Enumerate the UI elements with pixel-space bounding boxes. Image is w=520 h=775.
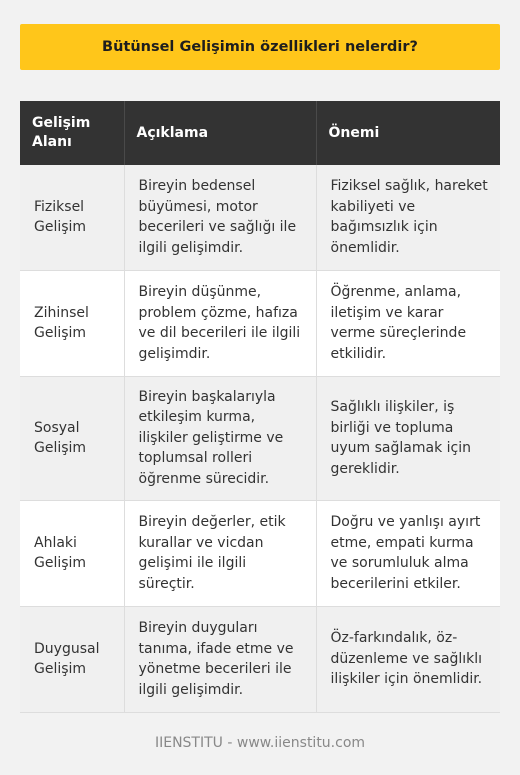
description-cell: Bireyin düşünme, problem çözme, hafıza ve dil becerileri ile ilgili gelişimdir. [124, 270, 316, 376]
description-cell: Bireyin değerler, etik kurallar ve vicdan gelişimi ile ilgili süreçtir. [124, 500, 316, 606]
table-row [20, 376, 500, 500]
importance-cell: Öğrenme, anlama, iletişim ve karar verme süreçlerinde etkilidir. [316, 270, 500, 376]
importance-cell: Doğru ve yanlışı ayırt etme, empati kurma ve sorumluluk alma becerilerini etkiler. [316, 500, 500, 606]
development-table [20, 101, 500, 713]
table-row [20, 606, 500, 712]
column-header-description: Açıklama [124, 101, 316, 165]
page-title: Bütünsel Gelişimin özellikleri nelerdir? [20, 24, 500, 70]
table-row [20, 270, 500, 376]
description-cell: Bireyin bedensel büyümesi, motor becerileri ve sağlığı ile ilgili gelişimdir. [124, 165, 316, 270]
area-cell: Fiziksel Gelişim [20, 165, 124, 270]
table-header-row [20, 101, 500, 165]
area-cell: Duygusal Gelişim [20, 606, 124, 712]
area-cell: Sosyal Gelişim [20, 376, 124, 500]
importance-cell: Fiziksel sağlık, hareket kabiliyeti ve bağımsızlık için önemlidir. [316, 165, 500, 270]
column-header-importance: Önemi [316, 101, 500, 165]
footer-credit: IIENSTITU - www.iienstitu.com [154, 735, 366, 751]
importance-cell: Öz-farkındalık, öz-düzenleme ve sağlıklı ilişkiler için önemlidir. [316, 606, 500, 712]
area-cell: Ahlaki Gelişim [20, 500, 124, 606]
column-header-area: Gelişim Alanı [20, 101, 124, 165]
description-cell: Bireyin başkalarıyla etkileşim kurma, ilişkiler geliştirme ve toplumsal rolleri öğrenme sürecidir. [124, 376, 316, 500]
description-cell: Bireyin duyguları tanıma, ifade etme ve yönetme becerileri ile ilgili gelişimdir. [124, 606, 316, 712]
table-row [20, 500, 500, 606]
area-cell: Zihinsel Gelişim [20, 270, 124, 376]
importance-cell: Sağlıklı ilişkiler, iş birliği ve topluma uyum sağlamak için gereklidir. [316, 376, 500, 500]
table-row [20, 165, 500, 270]
